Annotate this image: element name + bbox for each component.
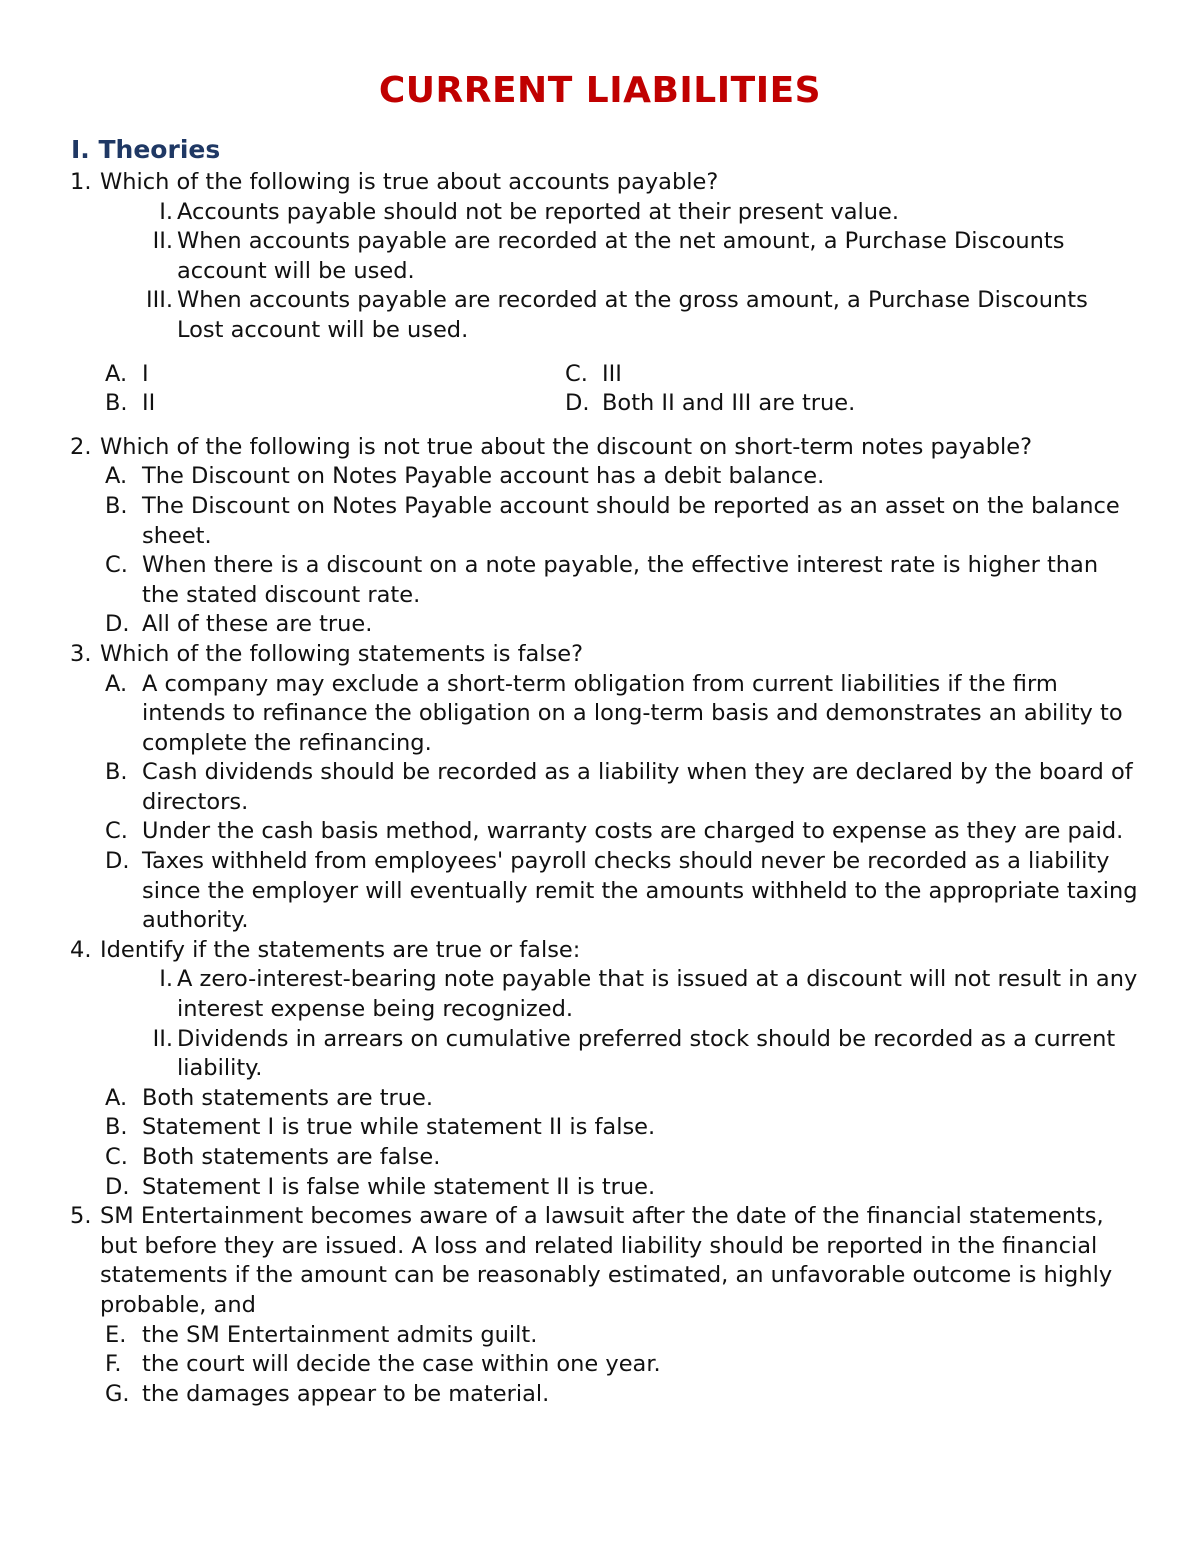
option-label: F. — [105, 1351, 122, 1378]
question-3 — [0, 640, 1200, 670]
option-text: III — [602, 360, 622, 387]
option-text: the SM Entertainment admits guilt. — [142, 1321, 538, 1348]
option-text: The Discount on Notes Payable account should be reported as an asset on the balance sheet. — [142, 492, 1120, 549]
statement-label: II. — [152, 228, 173, 255]
answer-option — [565, 360, 1165, 390]
statement-item — [0, 286, 1200, 345]
answer-options-grid — [0, 360, 1200, 419]
option-label: C. — [565, 360, 588, 387]
answer-option — [0, 847, 1200, 936]
option-label: A. — [105, 360, 128, 387]
answer-option — [0, 551, 1200, 610]
option-label: C. — [105, 552, 128, 579]
page-title: CURRENT LIABILITIES — [378, 70, 822, 111]
option-text: Both statements are true. — [142, 1084, 434, 1111]
answer-option — [0, 817, 1200, 847]
question-text: Which of the following statements is false? — [100, 640, 584, 667]
statement-label: I. — [159, 198, 173, 225]
statement-label: III. — [145, 287, 173, 314]
answer-option — [0, 492, 1200, 551]
option-text: All of these are true. — [142, 611, 373, 638]
answer-option — [0, 1321, 1200, 1351]
question-number: 2. — [70, 433, 92, 460]
option-text: Statement I is false while statement II is true. — [142, 1173, 656, 1200]
question-2 — [0, 433, 1200, 463]
statement-text: Dividends in arrears on cumulative preferred stock should be recorded as a current liability. — [177, 1025, 1116, 1082]
option-label: D. — [105, 611, 130, 638]
option-text: Both II and III are true. — [602, 390, 856, 417]
option-label: D. — [565, 390, 590, 417]
option-text: Both statements are false. — [142, 1144, 441, 1170]
answer-option — [0, 1350, 1200, 1380]
option-label: A. — [105, 1084, 128, 1111]
answer-option — [0, 462, 1200, 492]
answer-option — [0, 610, 1200, 640]
question-number: 1. — [70, 169, 92, 195]
option-text: Under the cash basis method, warranty costs are charged to expense as they are paid. — [142, 818, 1124, 845]
question-text: Which of the following is not true about the discount on short-term notes payable? — [100, 433, 1033, 460]
answer-option — [0, 1084, 1200, 1114]
question-4 — [0, 936, 1200, 966]
statement-item — [0, 1025, 1200, 1084]
answer-option — [0, 670, 1200, 759]
statement-label: I. — [159, 966, 173, 993]
statement-item — [0, 198, 1200, 228]
option-label: D. — [105, 1173, 130, 1200]
statement-label: II. — [152, 1025, 173, 1052]
answer-option — [565, 389, 1165, 419]
answer-option — [0, 1143, 1200, 1173]
answer-option — [0, 360, 565, 390]
option-label: G. — [105, 1380, 130, 1407]
answer-option — [0, 1380, 1200, 1410]
option-text: Cash dividends should be recorded as a liability when they are declared by the board of directors. — [142, 759, 1133, 815]
option-text: I — [142, 360, 149, 387]
statement-item — [0, 965, 1200, 1024]
statement-text: When accounts payable are recorded at the net amount, a Purchase Discounts account will be used. — [177, 228, 1065, 284]
option-label: A. — [105, 463, 128, 490]
option-text: the court will decide the case within one year. — [142, 1351, 661, 1378]
option-text: When there is a discount on a note payable, the effective interest rate is higher than the stated discount rate. — [142, 552, 1099, 608]
option-label: A. — [105, 670, 128, 697]
option-label: D. — [105, 848, 130, 875]
statement-text: Accounts payable should not be reported at their present value. — [177, 198, 900, 225]
option-label: B. — [105, 492, 128, 519]
option-label: C. — [105, 1144, 128, 1170]
option-label: C. — [105, 818, 128, 845]
option-label: E. — [105, 1321, 127, 1348]
question-list — [0, 168, 1200, 1409]
answer-option — [0, 1113, 1200, 1143]
option-label: B. — [105, 759, 128, 786]
option-text: Taxes withheld from employees' payroll checks should never be recorded as a liability since the employer will eventually remit the amounts withheld to the appropriate taxing authority. — [142, 848, 1138, 934]
option-label: B. — [105, 390, 128, 417]
option-text: The Discount on Notes Payable account has a debit balance. — [142, 463, 825, 490]
question-text: SM Entertainment becomes aware of a lawsuit after the date of the financial statements, but before they are issued. A loss and related liability should be reported in the financial statements if the amount can be reasonably estimated, an unfavorable outcome is highly probable, and — [100, 1203, 1113, 1318]
option-text: the damages appear to be material. — [142, 1380, 550, 1407]
question-number: 5. — [70, 1203, 92, 1230]
statement-text: When accounts payable are recorded at the gross amount, a Purchase Discounts Lost account will be used. — [177, 287, 1088, 343]
question-5 — [0, 1202, 1200, 1320]
section-heading: I. Theories — [71, 135, 221, 164]
question-number: 4. — [70, 936, 92, 963]
answer-option — [0, 389, 565, 419]
question-text: Which of the following is true about accounts payable? — [100, 169, 719, 195]
option-text: Statement I is true while statement II is false. — [142, 1114, 656, 1141]
question-text: Identify if the statements are true or false: — [100, 936, 581, 963]
question-1 — [0, 168, 1200, 198]
option-text: II — [142, 390, 156, 417]
option-label: B. — [105, 1114, 128, 1141]
option-text: A company may exclude a short-term obligation from current liabilities if the firm intends to refinance the obligation on a long-term basis and demonstrates an ability to complete the refinancing. — [142, 670, 1123, 756]
question-number: 3. — [70, 640, 92, 667]
statement-item — [0, 227, 1200, 286]
answer-option — [0, 758, 1200, 817]
answer-option — [0, 1173, 1200, 1203]
statement-text: A zero-interest-bearing note payable that is issued at a discount will not result in any interest expense being recognized. — [177, 966, 1138, 1023]
